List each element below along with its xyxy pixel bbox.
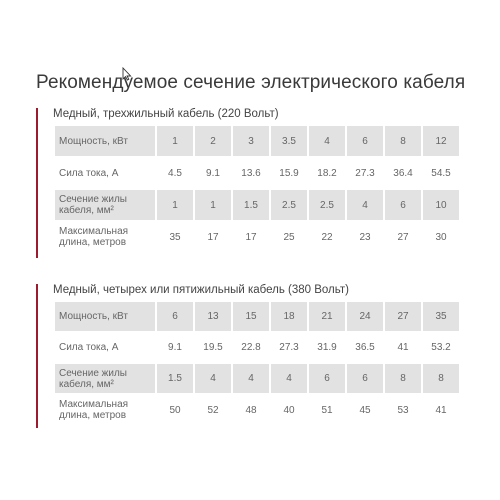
table-cell: 52 — [195, 395, 231, 425]
table-cell: 35 — [423, 302, 459, 331]
table-row — [55, 302, 459, 331]
page-title: Рекомендуемое сечение электрического кабеля — [36, 72, 466, 93]
table-cell: 9.1 — [157, 333, 193, 362]
table-cell: 22.8 — [233, 333, 269, 362]
table-row — [55, 158, 459, 188]
table-cell: 51 — [309, 395, 345, 425]
table-cell: 27 — [385, 222, 421, 252]
table-cell: 13.6 — [233, 158, 269, 188]
table-cell: 8 — [423, 364, 459, 393]
table-cell: 4.5 — [157, 158, 193, 188]
table-cell: 2.5 — [309, 190, 345, 220]
table-cell: 6 — [385, 190, 421, 220]
table-cell: 30 — [423, 222, 459, 252]
cable-table-380v — [53, 300, 461, 427]
table-cell: 4 — [347, 190, 383, 220]
table-row — [55, 333, 459, 362]
table-cell: 19.5 — [195, 333, 231, 362]
table-cell: 6 — [347, 126, 383, 156]
table-cell: 3.5 — [271, 126, 307, 156]
table-cell: 3 — [233, 126, 269, 156]
table-cell: 27.3 — [271, 333, 307, 362]
table-cell: 41 — [423, 395, 459, 425]
table-cell: 45 — [347, 395, 383, 425]
table-cell: 25 — [271, 222, 307, 252]
accent-bar — [36, 284, 38, 428]
table-cell: 18.2 — [309, 158, 345, 188]
table-cell: 21 — [309, 302, 345, 331]
table-cell: 17 — [233, 222, 269, 252]
table-row — [55, 395, 459, 425]
table-cell: 10 — [423, 190, 459, 220]
table-cell: 4 — [309, 126, 345, 156]
row-label: Мощность, кВт — [55, 126, 155, 156]
table-cell: 12 — [423, 126, 459, 156]
table-section-380v — [36, 284, 464, 428]
table-cell: 17 — [195, 222, 231, 252]
row-label: Сила тока, А — [55, 333, 155, 362]
table-cell: 1.5 — [157, 364, 193, 393]
cable-table-220v — [53, 124, 461, 254]
table-cell: 23 — [347, 222, 383, 252]
table-cell: 2.5 — [271, 190, 307, 220]
row-label: Сечение жилы кабеля, мм² — [55, 364, 155, 393]
table-cell: 40 — [271, 395, 307, 425]
section-title: Медный, четырех или пятижильный кабель (380 Вольт) — [53, 284, 349, 296]
table-section-220v — [36, 108, 464, 258]
table-cell: 1 — [195, 190, 231, 220]
table-cell: 4 — [271, 364, 307, 393]
table-cell: 22 — [309, 222, 345, 252]
row-label: Сечение жилы кабеля, мм² — [55, 190, 155, 220]
table-row — [55, 126, 459, 156]
table-cell: 54.5 — [423, 158, 459, 188]
table-cell: 31.9 — [309, 333, 345, 362]
table-cell: 13 — [195, 302, 231, 331]
table-cell: 50 — [157, 395, 193, 425]
row-label: Мощность, кВт — [55, 302, 155, 331]
table-cell: 8 — [385, 364, 421, 393]
table-cell: 53.2 — [423, 333, 459, 362]
table-cell: 41 — [385, 333, 421, 362]
row-label: Максимальная длина, метров — [55, 222, 155, 252]
table-row — [55, 190, 459, 220]
table-cell: 2 — [195, 126, 231, 156]
table-cell: 1.5 — [233, 190, 269, 220]
row-label: Максимальная длина, метров — [55, 395, 155, 425]
row-label: Сила тока, А — [55, 158, 155, 188]
table-cell: 8 — [385, 126, 421, 156]
table-cell: 6 — [347, 364, 383, 393]
table-cell: 48 — [233, 395, 269, 425]
table-cell: 1 — [157, 190, 193, 220]
table-cell: 27 — [385, 302, 421, 331]
table-cell: 18 — [271, 302, 307, 331]
table-cell: 27.3 — [347, 158, 383, 188]
table-cell: 15.9 — [271, 158, 307, 188]
table-cell: 6 — [309, 364, 345, 393]
table-cell: 15 — [233, 302, 269, 331]
table-cell: 4 — [195, 364, 231, 393]
table-cell: 36.4 — [385, 158, 421, 188]
table-cell: 6 — [157, 302, 193, 331]
table-cell: 9.1 — [195, 158, 231, 188]
table-cell: 53 — [385, 395, 421, 425]
table-cell: 36.5 — [347, 333, 383, 362]
section-title: Медный, трехжильный кабель (220 Вольт) — [53, 108, 279, 120]
table-cell: 35 — [157, 222, 193, 252]
table-cell: 4 — [233, 364, 269, 393]
table-cell: 1 — [157, 126, 193, 156]
table-row — [55, 222, 459, 252]
accent-bar — [36, 108, 38, 258]
table-row — [55, 364, 459, 393]
table-cell: 24 — [347, 302, 383, 331]
